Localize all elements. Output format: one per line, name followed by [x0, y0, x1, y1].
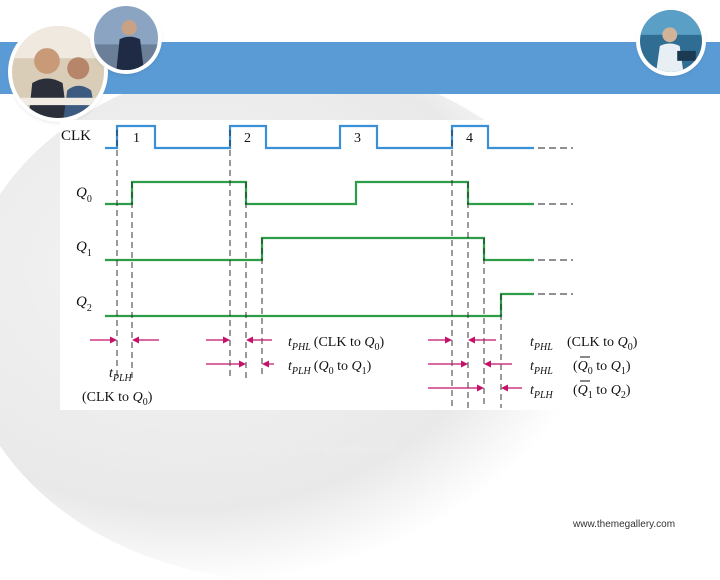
arrow-tplh-center [206, 361, 274, 368]
figure-number: Figure 9–4 [106, 443, 159, 455]
tplh-left-desc: (CLK to $Q_0$) [82, 390, 153, 408]
clock-pulse-number-1: 1 [133, 131, 140, 146]
right-label-1-desc: (CLK to $Q_0$) [567, 335, 638, 353]
tplh-left-label: $t_{PLH}$ [109, 366, 132, 384]
clock-pulse-number-2: 2 [244, 131, 251, 146]
signal-label-q2: $Q_2$ [76, 294, 92, 314]
figure-caption [106, 443, 398, 455]
figure-caption-text: Propagation delays in a 3-bit asynchronous [169, 443, 398, 455]
arrow-tplh-right-3 [428, 385, 522, 392]
footer-url: www.themegallery.com [573, 519, 676, 530]
timing-diagram-svg [60, 120, 663, 410]
center-label-2: $t_{PLH}$ ($Q_0$ to $Q_1$) [288, 359, 372, 377]
signal-label-q0: $Q_0$ [76, 185, 92, 205]
business-photo-center [94, 6, 158, 70]
arrow-tphl-right-2 [428, 361, 512, 368]
clock-pulse-number-4: 4 [466, 131, 473, 146]
clock-pulse-number-3: 3 [354, 131, 361, 146]
signal-label-clk: CLK [61, 128, 91, 144]
signal-label-q1: $Q_1$ [76, 239, 92, 259]
q0-waveform [105, 182, 534, 204]
center-label-1: $t_{PHL}$ (CLK to $Q_0$) [288, 335, 385, 353]
business-photo-left [12, 26, 104, 118]
right-label-1-t: $t_{PHL}$ [530, 335, 553, 353]
q1-waveform [105, 238, 534, 260]
arrow-tphl-right-1 [428, 337, 496, 344]
q2-waveform [105, 294, 534, 316]
right-label-3-desc: ($Q_1$ to $Q_2$) [573, 383, 631, 401]
business-photo-right [640, 10, 702, 72]
timing-diagram [60, 120, 663, 410]
right-label-2-t: $t_{PHL}$ [530, 359, 553, 377]
right-label-2-desc: ($Q_0$ to $Q_1$) [573, 359, 631, 377]
arrow-tplh-left [90, 337, 159, 344]
right-label-3-t: $t_{PLH}$ [530, 383, 553, 401]
